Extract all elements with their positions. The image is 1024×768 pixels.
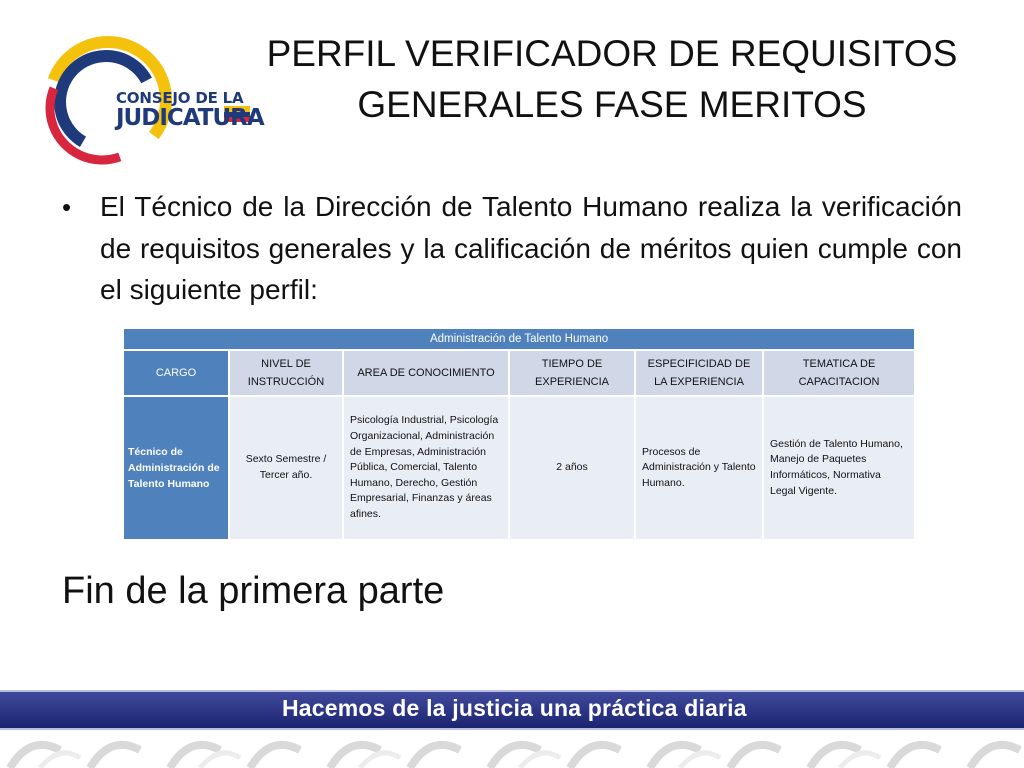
header-cargo: CARGO <box>123 350 229 396</box>
cell-especificidad: Procesos de Administración y Talento Humano. <box>635 396 763 540</box>
perfil-table <box>122 327 916 541</box>
header-nivel: NIVEL DE INSTRUCCIÓN <box>229 350 343 396</box>
slide-title: PERFIL VERIFICADOR DE REQUISITOS GENERALES FASE MERITOS <box>266 33 958 125</box>
header-tematica: TEMATICA DE CAPACITACION <box>763 350 915 396</box>
cell-area: Psicología Industrial, Psicología Organizacional, Administración de Empresas, Administración Pública, Comercial, Talento Humano, Derecho, Gestión Empresarial, Finanzas y áreas afines. <box>343 396 509 540</box>
bullet-dot-icon: • <box>62 192 72 222</box>
footer-slogan: Hacemos de la justicia una práctica diaria <box>282 695 747 721</box>
cell-tematica: Gestión de Talento Humano, Manejo de Paquetes Informáticos, Normativa Legal Vigente. <box>763 396 915 540</box>
table-title: Administración de Talento Humano <box>123 328 915 350</box>
closing-text: Fin de la primera parte <box>62 570 445 612</box>
cell-cargo: Técnico de Administración de Talento Humano <box>123 396 229 540</box>
header-area: AREA DE CONOCIMIENTO <box>343 350 509 396</box>
logo-line-1: CONSEJO DE LA <box>116 89 244 107</box>
cell-tiempo: 2 años <box>509 396 635 540</box>
logo-line-2: JUDICATURA <box>116 105 264 131</box>
consejo-judicatura-logo <box>36 28 264 168</box>
footer-band <box>0 690 1024 730</box>
bullet-text: El Técnico de la Dirección de Talento Humano realiza la verificación de requisitos generales y la calificación de méritos quien cumple con el siguiente perfil: <box>100 191 962 305</box>
table-header-row <box>123 350 915 396</box>
footer-decoration <box>0 730 1024 768</box>
cell-nivel: Sexto Semestre / Tercer año. <box>229 396 343 540</box>
header-tiempo: TIEMPO DE EXPERIENCIA <box>509 350 635 396</box>
swirl-pattern-icon <box>0 730 1024 768</box>
header-especificidad: ESPECIFICIDAD DE LA EXPERIENCIA <box>635 350 763 396</box>
table-row <box>123 396 915 540</box>
